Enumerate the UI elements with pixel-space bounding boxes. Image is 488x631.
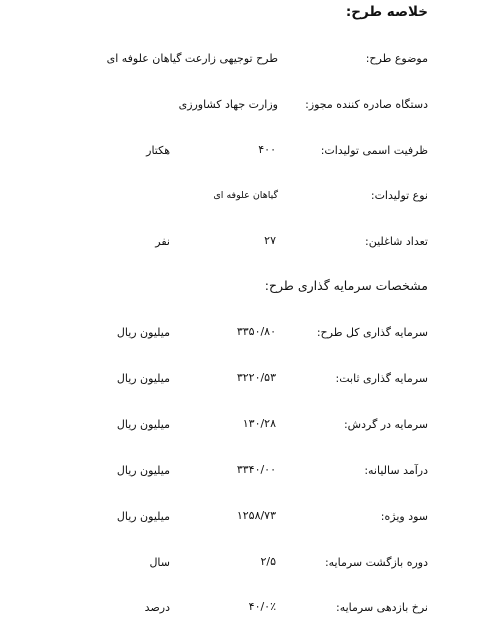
value-issuing-authority: وزارت جهاد کشاورزی <box>178 98 278 111</box>
unit-annual-income: میلیون ریال <box>116 464 170 477</box>
label-net-profit: سود ویژه: <box>380 510 428 523</box>
label-fixed-investment: سرمایه گذاری ثابت: <box>335 372 428 385</box>
value-working-capital: ۱۳۰/۲۸ <box>242 417 276 430</box>
unit-net-profit: میلیون ریال <box>116 510 170 523</box>
value-net-profit: ۱۲۵۸/۷۳ <box>236 509 276 522</box>
label-total-investment: سرمایه گذاری کل طرح: <box>316 326 428 339</box>
unit-employees: نفر <box>155 235 170 248</box>
label-return-rate: نرخ بازدهی سرمایه: <box>335 601 428 614</box>
unit-fixed-investment: میلیون ریال <box>116 372 170 385</box>
unit-return-rate: درصد <box>144 601 170 614</box>
label-working-capital: سرمایه در گردش: <box>343 418 428 431</box>
value-employees: ۲۷ <box>264 234 276 247</box>
value-return-rate: ۴۰/۰٪ <box>248 600 276 613</box>
label-annual-income: درآمد سالیانه: <box>364 464 428 477</box>
value-product-type: گیاهان علوفه ای <box>213 190 278 201</box>
label-nominal-capacity: ظرفیت اسمی تولیدات: <box>320 144 428 157</box>
value-total-investment: ۳۳۵۰/۸۰ <box>236 325 276 338</box>
value-project-subject: طرح توجیهی زارعت گیاهان علوفه ای <box>106 52 278 65</box>
unit-working-capital: میلیون ریال <box>116 418 170 431</box>
label-product-type: نوع تولیدات: <box>370 189 428 202</box>
summary-title: خلاصه طرح: <box>345 4 428 20</box>
unit-payback-period: سال <box>149 556 170 569</box>
unit-nominal-capacity: هکتار <box>146 144 170 157</box>
unit-total-investment: میلیون ریال <box>116 326 170 339</box>
value-annual-income: ۳۳۴۰/۰۰ <box>236 463 276 476</box>
label-project-subject: موضوع طرح: <box>365 52 428 65</box>
label-employees: تعداد شاغلین: <box>365 235 428 248</box>
label-payback-period: دوره بازگشت سرمایه: <box>324 556 428 569</box>
value-nominal-capacity: ۴۰۰ <box>258 143 276 156</box>
label-issuing-authority: دستگاه صادره کننده مجوز: <box>305 98 428 111</box>
investment-title: مشخصات سرمایه گذاری طرح: <box>264 278 428 293</box>
value-payback-period: ۲/۵ <box>260 555 276 568</box>
value-fixed-investment: ۳۲۲۰/۵۳ <box>236 371 276 384</box>
